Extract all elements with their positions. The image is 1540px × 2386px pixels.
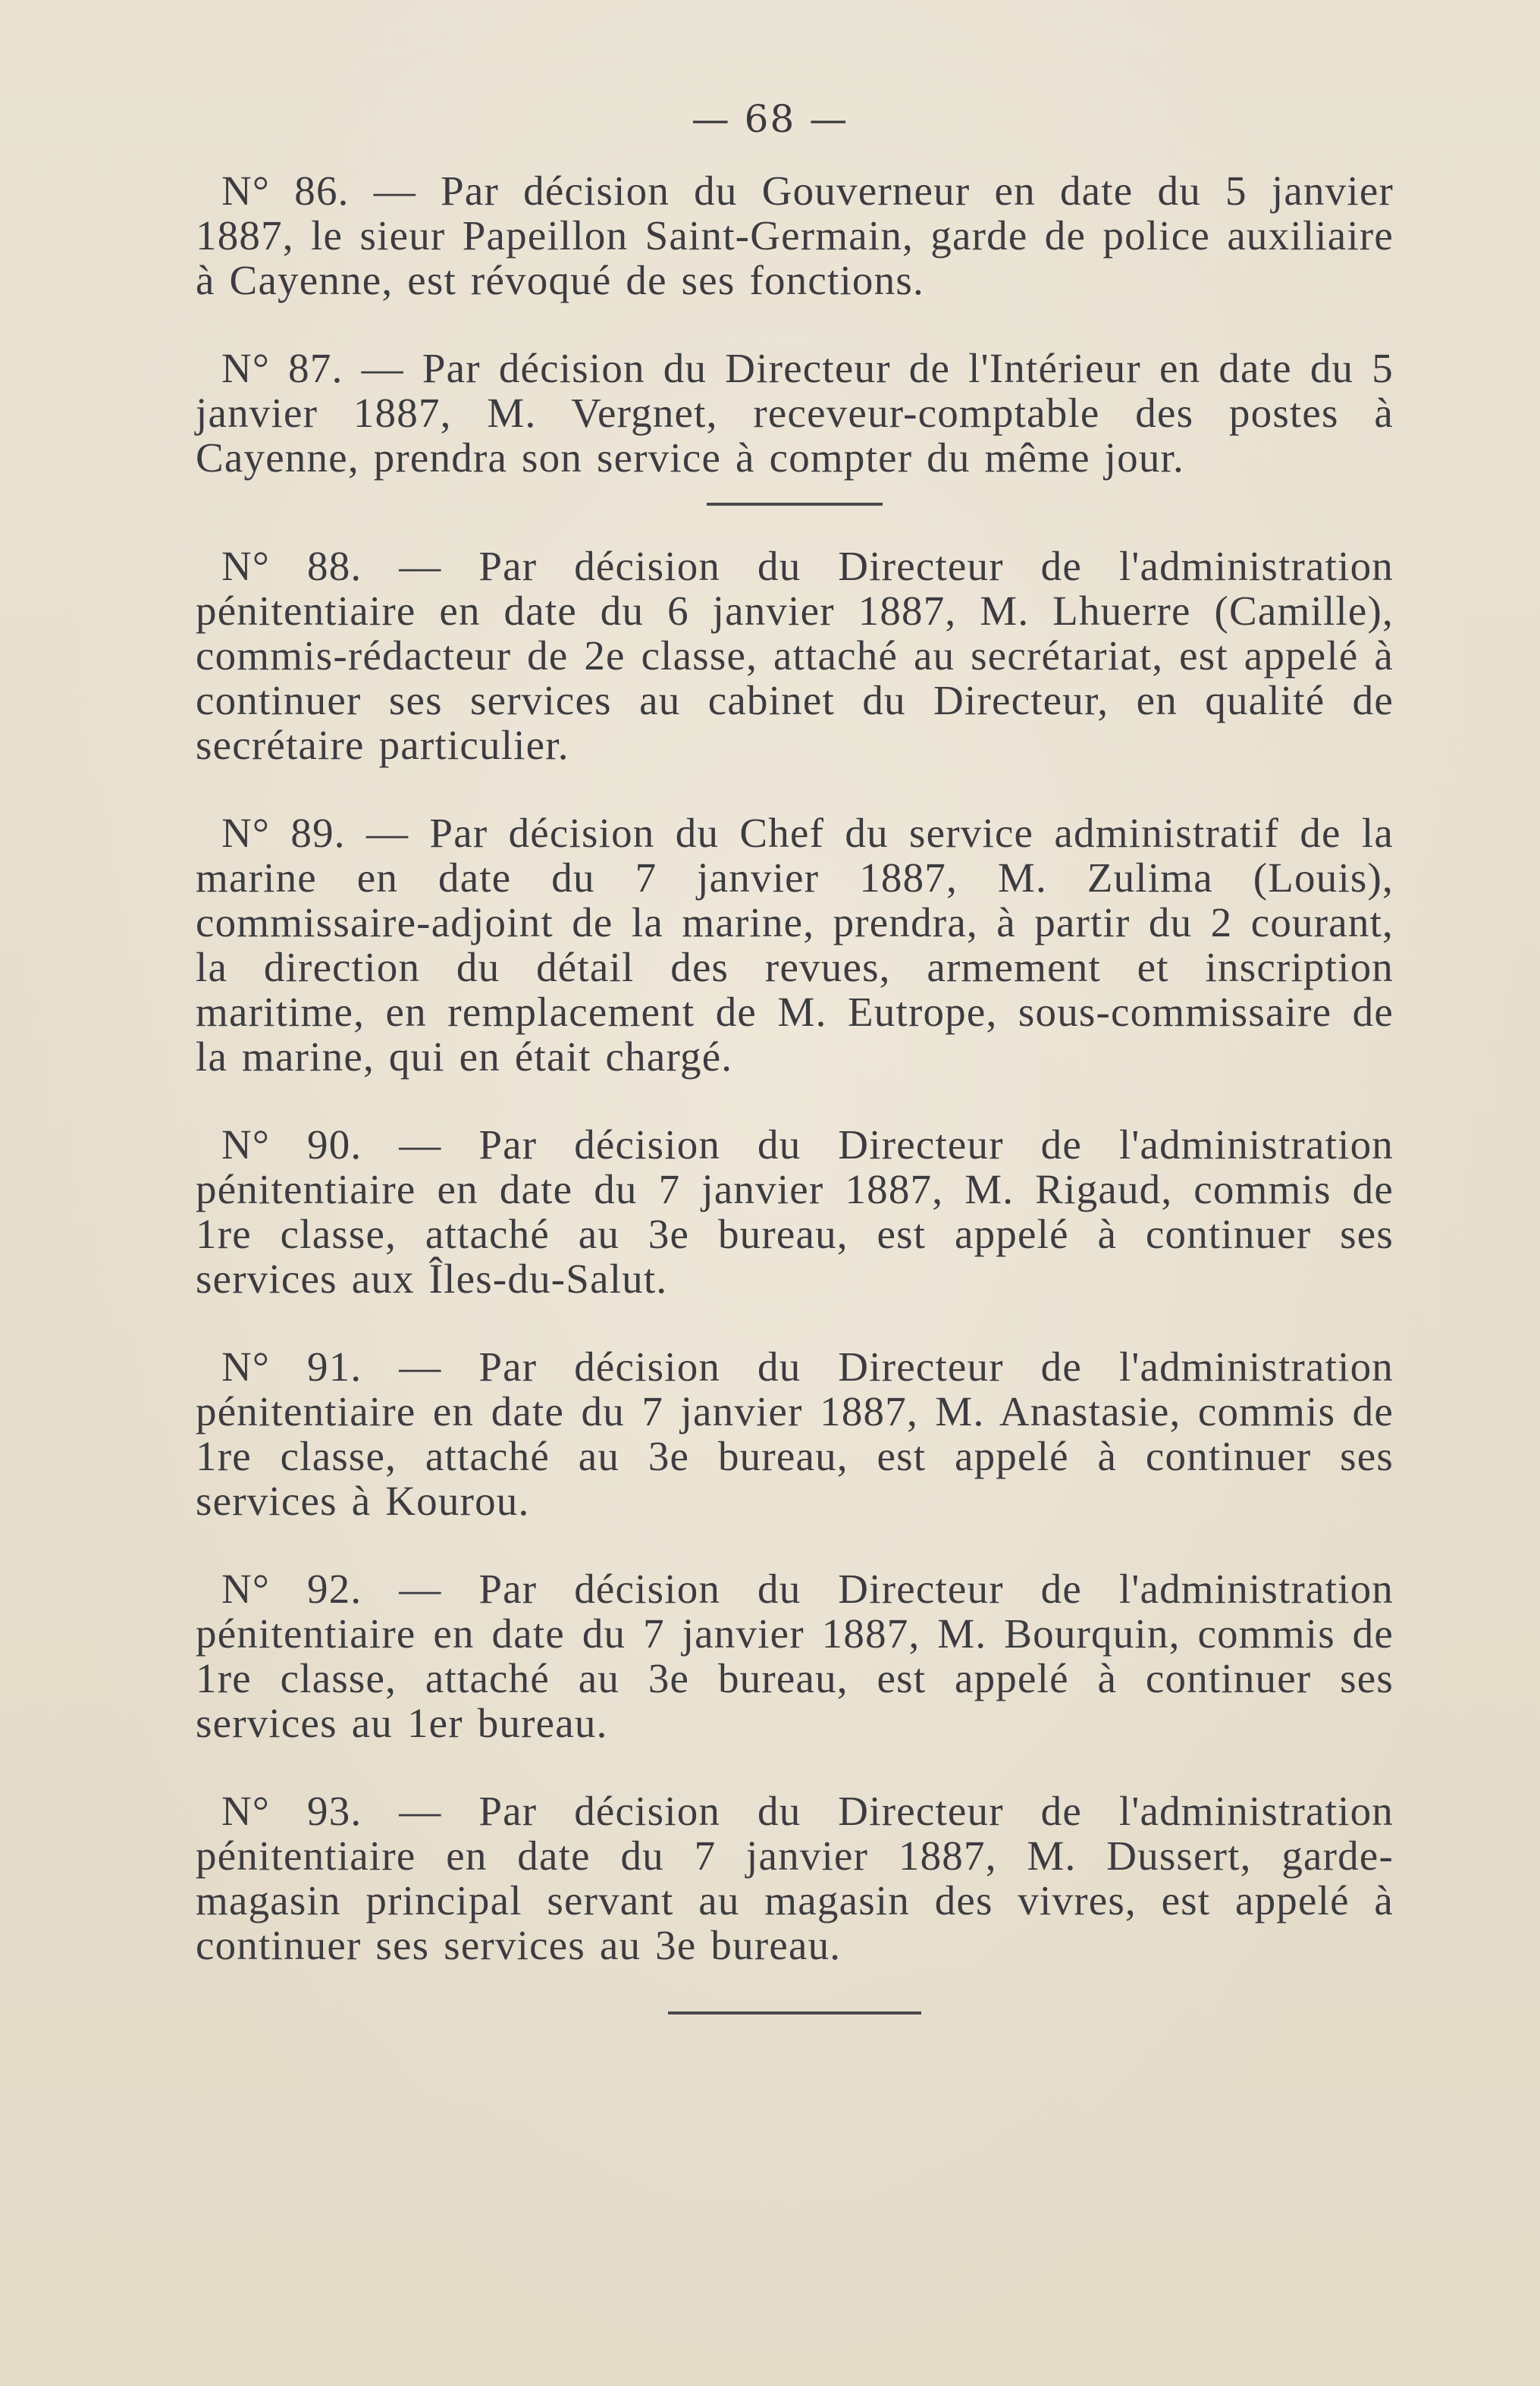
- entry-92: N° 92. — Par décision du Directeur de l'administration pénitentiaire en date du 7 janvier 1887, M. Bourquin, commis de 1re classe, attaché au 3e bureau, est appelé à continuer ses services au 1er bureau.: [196, 1566, 1394, 1746]
- entry-91: N° 91. — Par décision du Directeur de l'administration pénitentiaire en date du 7 janvier 1887, M. Anastasie, commis de 1re classe, attaché au 3e bureau, est appelé à continuer ses services à Kourou.: [196, 1343, 1394, 1524]
- entry-90: N° 90. — Par décision du Directeur de l'administration pénitentiaire en date du 7 janvier 1887, M. Rigaud, commis de 1re classe, attaché au 3e bureau, est appelé à continuer ses services aux Îles-du-Salut.: [196, 1121, 1394, 1302]
- paragraph-gap: [196, 767, 1394, 810]
- entry-93: N° 93. — Par décision du Directeur de l'administration pénitentiaire en date du 7 janvier 1887, M. Dussert, garde-magasin principal servant au magasin des vivres, est appelé à continuer ses services au 3e bureau.: [196, 1788, 1394, 1968]
- section-rule: [707, 503, 883, 506]
- entry-89: N° 89. — Par décision du Chef du service administratif de la marine en date du 7 janvier 1887, M. Zulima (Louis), commissaire-adjoint de la marine, prendra, à partir du 2 courant, la direction du détail des revues, armement et inscription maritime, en remplacement de M. Eutrope, sous-commissaire de la marine, qui en était chargé.: [196, 810, 1394, 1080]
- paragraph-gap: [196, 1745, 1394, 1789]
- entry-88: N° 88. — Par décision du Directeur de l'administration pénitentiaire en date du 6 janvier 1887, M. Lhuerre (Camille), commis-rédacteur de 2e classe, attaché au secrétariat, est appelé à continuer ses services au cabinet du Directeur, en qualité de secrétaire particulier.: [196, 543, 1394, 768]
- paragraph-gap: [196, 1301, 1394, 1344]
- paragraph-gap: [196, 1523, 1394, 1566]
- entry-87: N° 87. — Par décision du Directeur de l'Intérieur en date du 5 janvier 1887, M. Vergnet, receveur-comptable des postes à Cayenne, prendra son service à compter du même jour.: [196, 345, 1394, 481]
- entry-86: N° 86. — Par décision du Gouverneur en date du 5 janvier 1887, le sieur Papeillon Saint-Germain, garde de police auxiliaire à Cayenne, est révoqué de ses fonctions.: [196, 168, 1394, 303]
- paragraph-gap: [196, 1079, 1394, 1122]
- page-body: [196, 168, 1394, 2014]
- page-number: — 68 —: [691, 97, 849, 141]
- paragraph-gap: [196, 303, 1394, 346]
- closing-rule: [668, 2011, 921, 2014]
